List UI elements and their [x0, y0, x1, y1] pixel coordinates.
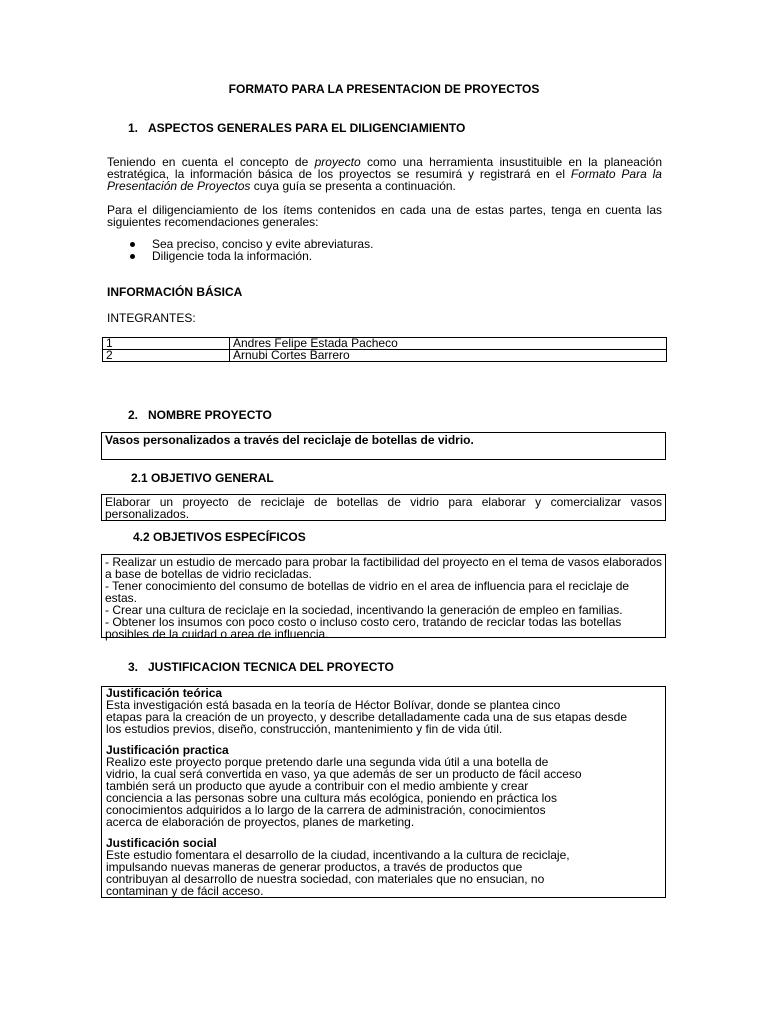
bullet-dot: [130, 242, 135, 247]
justification-line: etapas para la creación de un proyecto, y describe detalladamente cada una de sus etapas desde: [106, 710, 628, 724]
para1-text-c: como una herramienta insustituible en la planeación estratégica, la información básica de los proyectos se resumirá y registrará en el: [107, 155, 662, 181]
info-heading: INFORMACIÓN BÁSICA: [107, 285, 243, 299]
section-2-heading: 2. NOMBRE PROYECTO: [128, 408, 272, 422]
justification-line: acerca de elaboración de proyectos, planes de marketing.: [106, 815, 415, 829]
specific-objective-item: - Crear una cultura de reciclaje en la sociedad, incentivando la generación de empleo en familias.: [105, 603, 623, 617]
justification-line: Realizo este proyecto porque pretendo darle una segunda vida útil a una botella de: [106, 755, 549, 769]
bullet-item-1: Sea preciso, conciso y evite abreviaturas.: [152, 237, 374, 251]
member-name: Andres Felipe Estada Pacheco: [230, 338, 667, 350]
bullet-item-2: Diligencie toda la información.: [152, 249, 313, 263]
justification-theoretical-title: Justificación teórica: [106, 686, 223, 700]
members-label: INTEGRANTES:: [107, 311, 196, 325]
section-1-paragraph-2: Para el diligenciamiento de los ítems contenidos en cada una de estas partes, tenga en cuenta las siguientes recomendaciones generales:: [107, 203, 662, 229]
justification-line: Este estudio fomentara el desarrollo de la ciudad, incentivando a la cultura de reciclaje,: [106, 848, 570, 862]
justification-line: conciencia a las personas sobre una cultura más ecológica, poniendo en práctica los: [106, 791, 557, 805]
specific-objectives-box: [101, 554, 666, 641]
member-number: 1: [103, 338, 230, 350]
justification-line: conocimientos adquiridos a lo largo de la carrera de administración, conocimientos: [106, 803, 546, 817]
justification-line: contaminan y de fácil acceso.: [106, 884, 264, 898]
justification-line: Esta investigación está basada en la teoría de Héctor Bolívar, donde se plantea cinco: [106, 698, 561, 712]
member-number: 2: [103, 350, 230, 362]
general-objective-text: Elaborar un proyecto de reciclaje de botellas de vidrio para elaborar y comercializar vasos personalizados.: [105, 495, 662, 521]
project-name-box: [101, 432, 666, 460]
para1-text-e: cuya guía se presenta a continuación.: [250, 179, 456, 193]
section-3-heading: 3. JUSTIFICACION TECNICA DEL PROYECTO: [128, 660, 394, 674]
section-1-heading: 1. ASPECTOS GENERALES PARA EL DILIGENCIAMIENTO: [128, 121, 466, 135]
justification-line: impulsando nuevas maneras de generar productos, a través de productos que: [106, 860, 523, 874]
justification-line: vidrio, la cual será convertida en vaso, ya que además de ser un producto de fácil acceso: [106, 767, 582, 781]
section-1-paragraph-1: [107, 156, 662, 192]
bullet-dot: [130, 254, 135, 259]
project-name: Vasos personalizados a través del reciclaje de botellas de vidrio.: [105, 433, 474, 447]
justification-practical-title: Justificación practica: [106, 743, 229, 757]
member-name: Arnubi Cortes Barrero: [230, 350, 667, 362]
justification-line: los estudios previos, diseño, construcción, mantenimiento y fin de vida útil.: [106, 722, 503, 736]
specific-objective-item: - Tener conocimiento del consumo de botellas de vidrio en el area de influencia para el reciclaje de estas.: [105, 579, 630, 605]
justification-line: contribuyan al desarrollo de nuestra sociedad, con materiales que no ensucian, no: [106, 872, 545, 886]
specific-objective-item: - Obtener los insumos con poco costo o incluso costo cero, tratando de reciclar todas las botellas posibles de la cuidad o area de influencia.: [105, 615, 622, 641]
justification-line: también será un producto que ayude a contribuir con el medio ambiente y crear: [106, 779, 529, 793]
specific-objective-item: - Realizar un estudio de mercado para probar la factibilidad del proyecto en el tema de vasos elaborados a base de botellas de vidrio recicladas.: [105, 555, 662, 581]
para1-italic-proyecto: proyecto: [314, 155, 361, 169]
general-objective-box: [101, 494, 666, 521]
members-table: [102, 337, 667, 362]
justification-box: [101, 686, 666, 898]
section-2-1-heading: 2.1 OBJETIVO GENERAL: [131, 471, 274, 485]
para1-italic-formato: Formato Para la Presentación de Proyectos: [107, 167, 662, 193]
para1-text-a: Teniendo en cuenta el concepto de: [107, 155, 315, 169]
document-title: FORMATO PARA LA PRESENTACION DE PROYECTOS: [228, 82, 540, 96]
justification-social-title: Justificación social: [106, 836, 217, 850]
table-row: [103, 350, 667, 362]
section-4-2-heading: 4.2 OBJETIVOS ESPECÍFICOS: [133, 530, 306, 544]
table-row: [103, 338, 667, 350]
